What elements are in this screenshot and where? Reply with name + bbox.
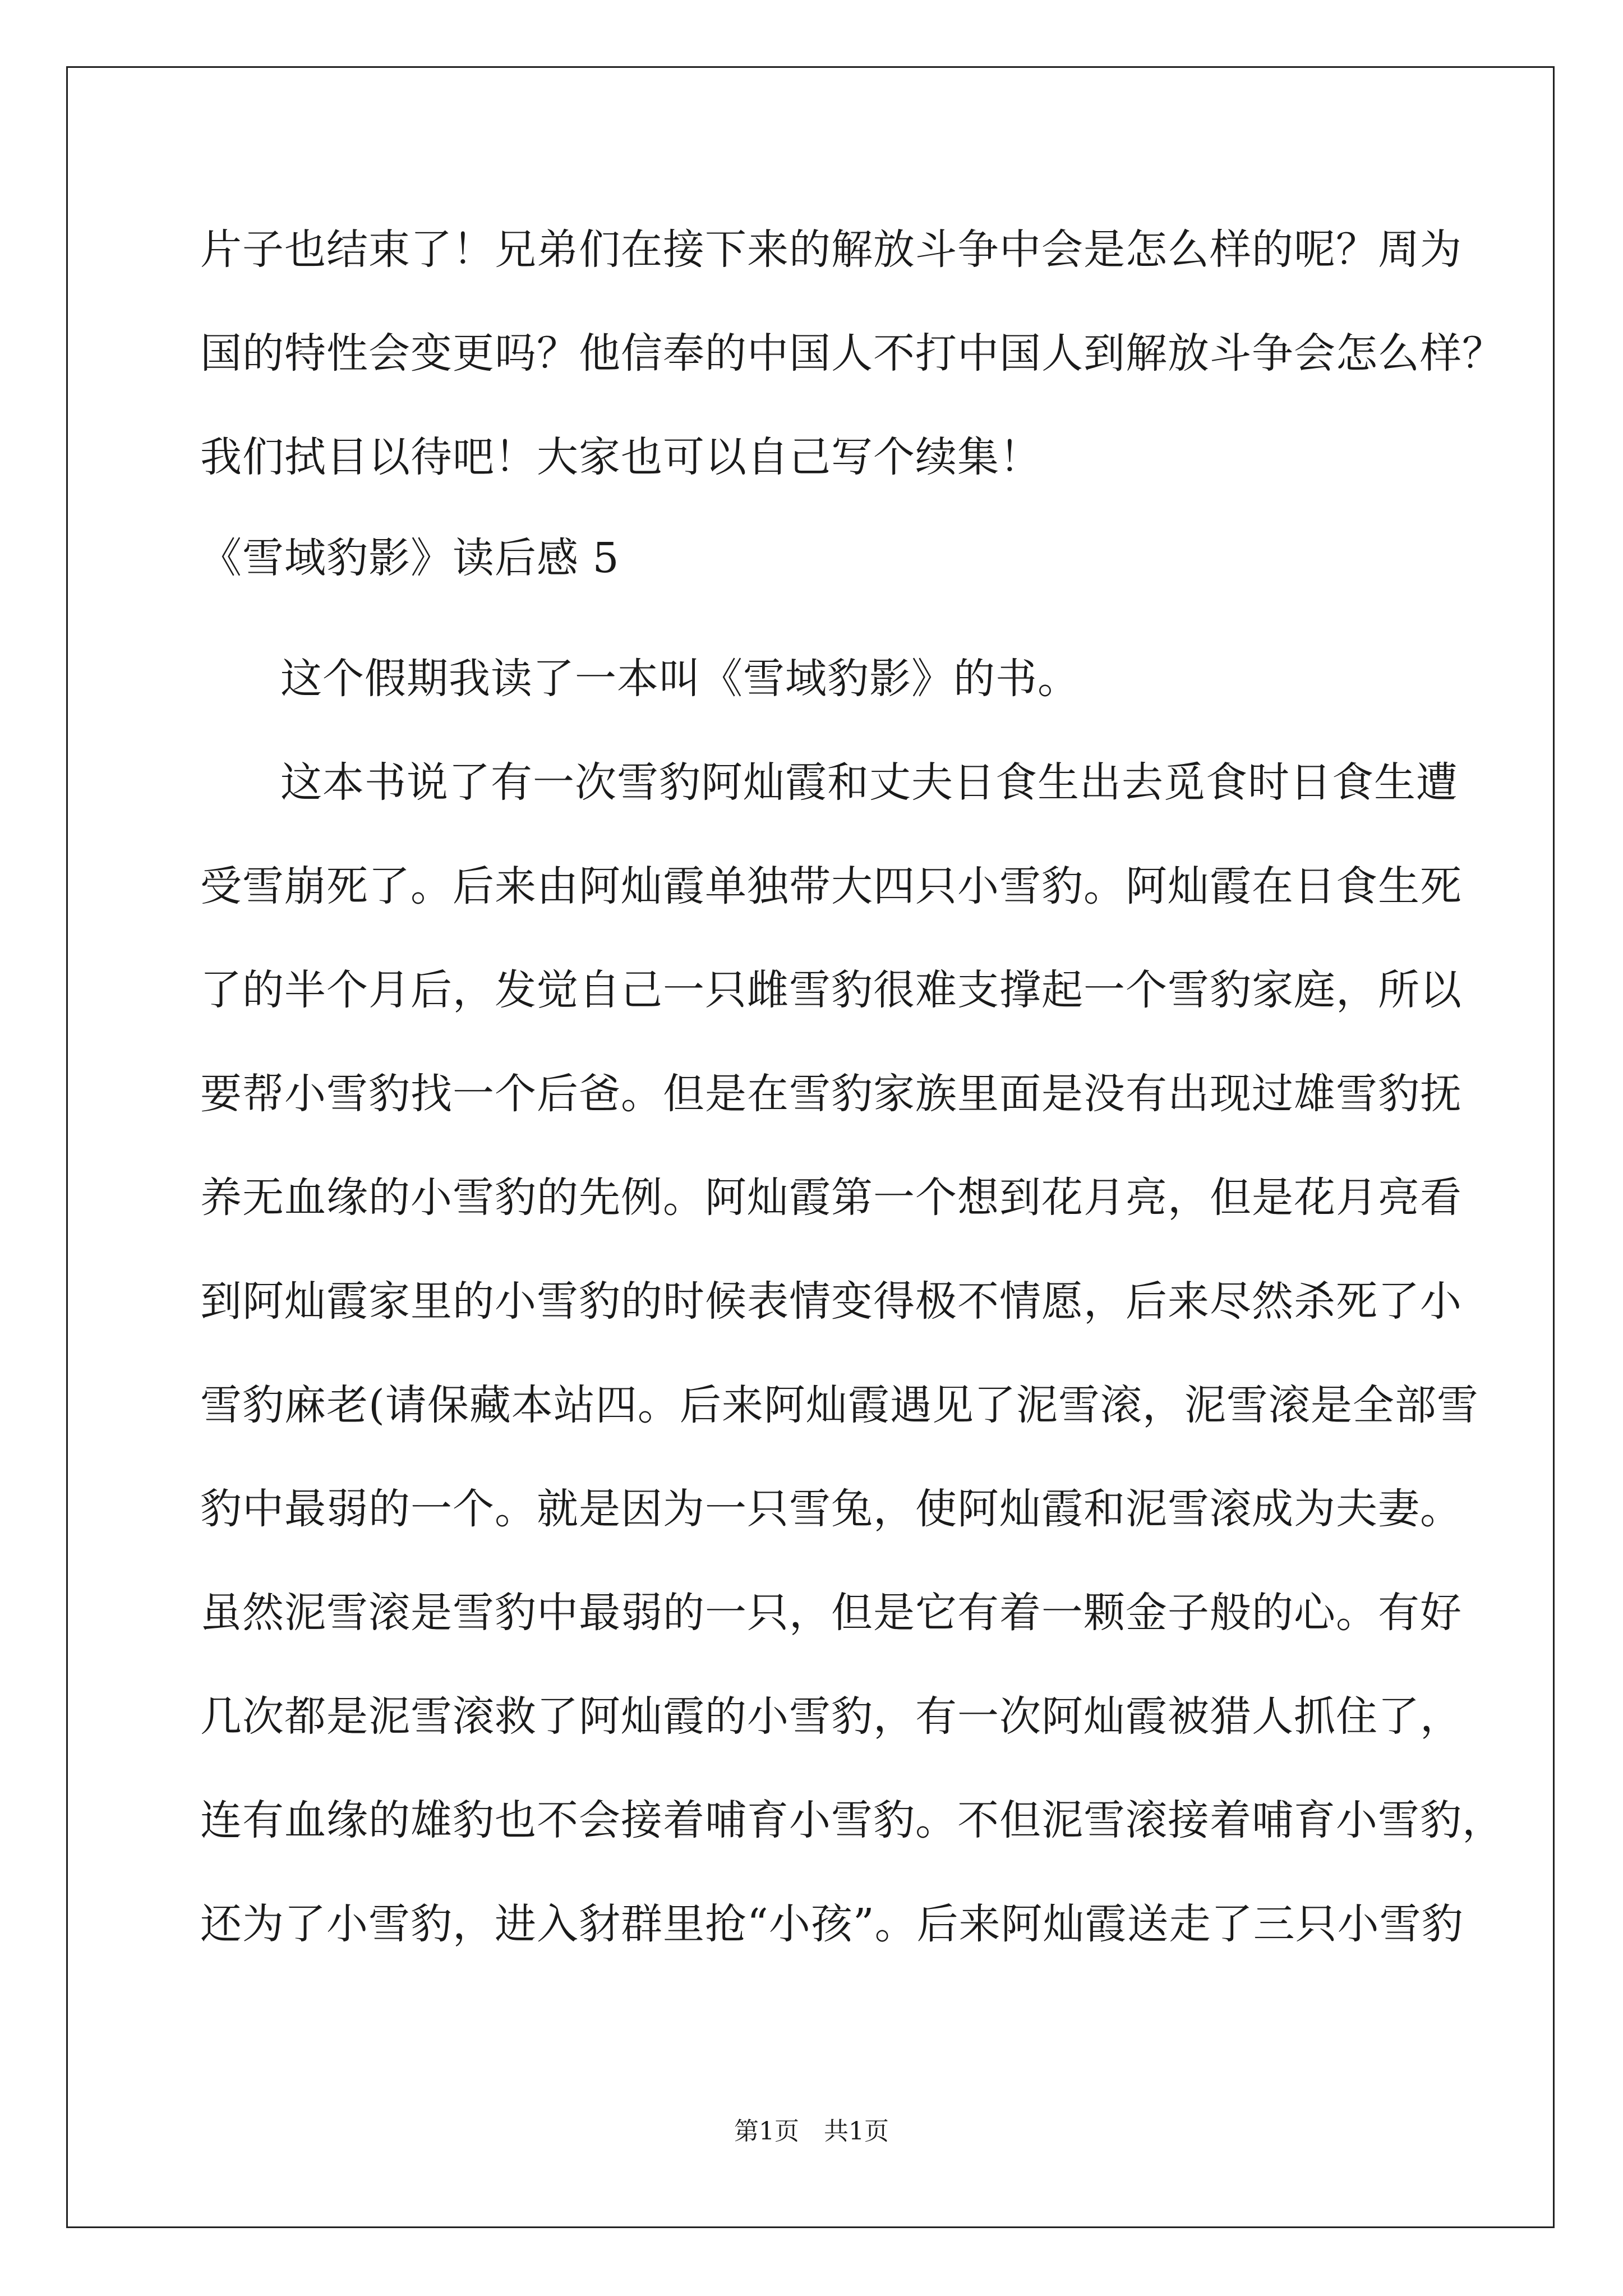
body-line: 虽然泥雪滚是雪豹中最弱的一只，但是它有着一颗金子般的心。有好 <box>200 1589 1462 1637</box>
page-footer: 第1页 共1页 <box>734 2117 889 2146</box>
body-line: 连有血缘的雄豹也不会接着哺育小雪豹。不但泥雪滚接着哺育小雪豹， <box>200 1796 1504 1844</box>
body-line: 国的特性会变更吗？他信奉的中国人不打中国人到解放斗争会怎么样？ <box>200 329 1504 378</box>
body-line: 还为了小雪豹，进入豺群里抢“小孩”。后来阿灿霞送走了三只小雪豹 <box>200 1900 1464 1948</box>
body-line: 片子也结束了！兄弟们在接下来的解放斗争中会是怎么样的呢？周为 <box>200 226 1462 274</box>
body-line: 受雪崩死了。后来由阿灿霞单独带大四只小雪豹。阿灿霞在日食生死 <box>200 862 1462 910</box>
section-heading: 《雪域豹影》读后感 5 <box>200 534 620 582</box>
body-line: 我们拭目以待吧！大家也可以自己写个续集！ <box>200 433 1041 481</box>
body-line: 雪豹麻老(请保藏本站四。后来阿灿霞遇见了泥雪滚，泥雪滚是全部雪 <box>200 1381 1479 1429</box>
body-line: 几次都是泥雪滚救了阿灿霞的小雪豹，有一次阿灿霞被猎人抓住了， <box>200 1692 1462 1741</box>
body-line: 要帮小雪豹找一个后爸。但是在雪豹家族里面是没有出现过雄雪豹抚 <box>200 1070 1462 1118</box>
body-line: 这个假期我读了一本叫《雪域豹影》的书。 <box>280 655 1080 703</box>
body-line: 了的半个月后，发觉自己一只雌雪豹很难支撑起一个雪豹家庭，所以 <box>200 966 1462 1014</box>
body-line: 到阿灿霞家里的小雪豹的时候表情变得极不情愿，后来尽然杀死了小 <box>200 1277 1462 1326</box>
body-line: 养无血缘的小雪豹的先例。阿灿霞第一个想到花月亮，但是花月亮看 <box>200 1174 1462 1222</box>
body-line: 豹中最弱的一个。就是因为一只雪兔，使阿灿霞和泥雪滚成为夫妻。 <box>200 1485 1462 1533</box>
body-line: 这本书说了有一次雪豹阿灿霞和丈夫日食生出去觅食时日食生遭 <box>280 758 1458 807</box>
